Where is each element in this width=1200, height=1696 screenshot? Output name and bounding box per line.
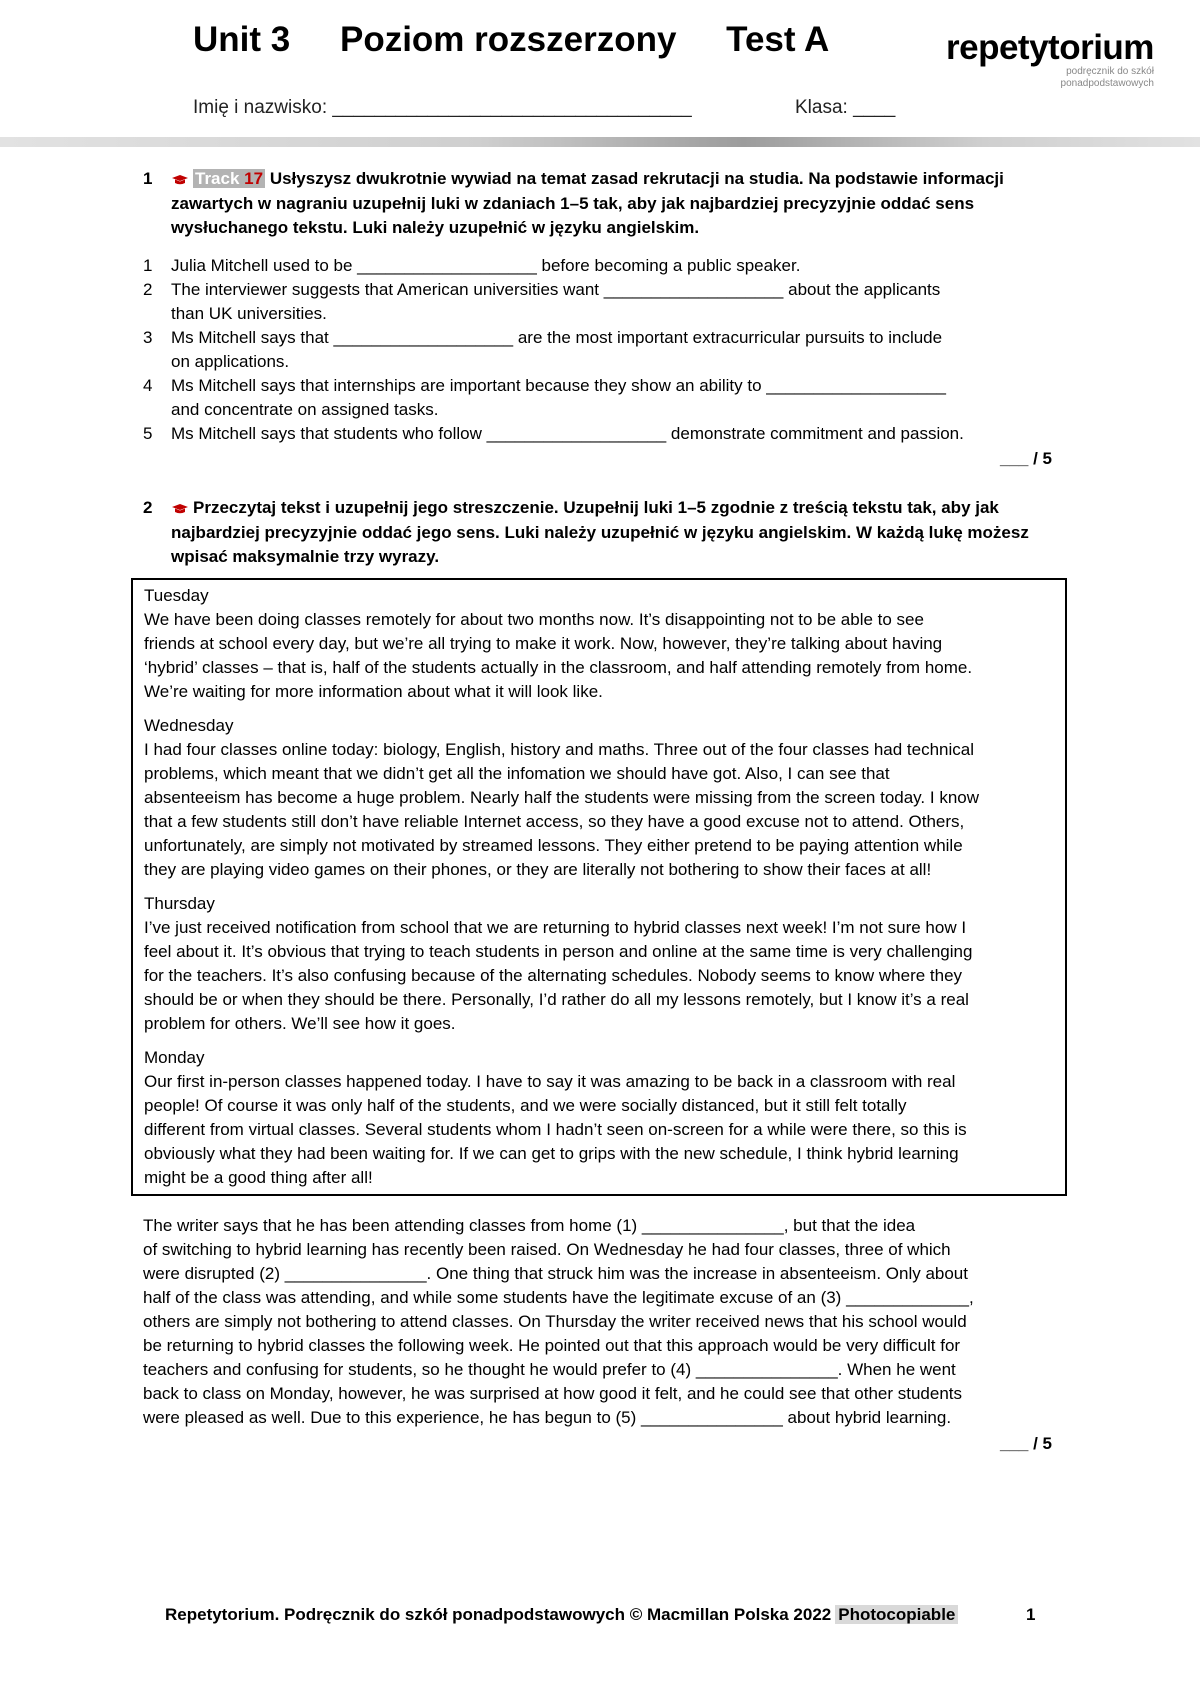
logo-subtitle-2: ponadpodstawowych xyxy=(1060,78,1154,89)
task-number: 1 xyxy=(143,169,153,188)
task-1-instructions xyxy=(143,167,1068,241)
instruction-line xyxy=(171,167,1068,192)
header-divider xyxy=(0,137,1200,147)
diary-entry-wednesday: Wednesday I had four classes online today: biology, English, history and maths. Three out of the four classes had technical problems, which meant that we didn’t get all the infomation we should have got. Also, I can see that absenteeism has become a huge problem. Nearly half the students were missing from the screen today. I know that a few students still don’t have reliable Internet access, so they have a good excuse not to attend. Others, unfortunately, are simply not motivated by streamed lessons. They either pretend to be paying attention while they are playing video games on their phones, or they are literally not bothering to show their faces at all! xyxy=(144,714,1055,882)
logo-wordmark: repetytorium xyxy=(946,28,1154,67)
diary-day-heading: Monday xyxy=(144,1048,205,1067)
page-title xyxy=(193,20,869,60)
graduation-cap-icon xyxy=(171,174,189,186)
list-item: 4 Ms Mitchell says that internships are important because they show an ability to ___________________ and concentrate on assigned tasks. xyxy=(143,376,946,419)
task-1-items xyxy=(143,254,1068,446)
photocopiable-badge: Photocopiable xyxy=(835,1605,958,1624)
footer-copyright: Repetytorium. Podręcznik do szkół ponadpodstawowych © Macmillan Polska 2022 xyxy=(165,1605,832,1624)
task-number: 2 xyxy=(143,498,153,517)
diary-entry-thursday: Thursday I’ve just received notification from school that we are returning to hybrid classes next week! I’m not sure how I feel about it. It’s obvious that trying to teach students in person and online at the same time is very challenging for the teachers. It’s also confusing because of the alternating schedules. Nobody seems to know where they should be or when they should be there. Personally, I’d rather do all my lessons remotely, but I know it’s a real problem for others. We’ll see how it goes. xyxy=(144,892,1055,1036)
repetytorium-logo xyxy=(946,30,1154,90)
graduation-cap-icon xyxy=(171,503,189,515)
test-label: Test A xyxy=(726,20,830,59)
list-item: 1 Julia Mitchell used to be ___________________ before becoming a public speaker. xyxy=(143,256,801,275)
instruction-line: najbardziej precyzyjnie oddać jego sens. Luki należy uzupełnić w języku angielskim. W każdą lukę możesz xyxy=(171,522,1029,542)
diary-entry-monday: Monday Our first in-person classes happened today. I have to say it was amazing to be back in a classroom with real people! Of course it was only half of the students, and we were socially distanced, but it still felt totally different from virtual classes. Several students whom I hadn’t seen on-screen for a while were there, so this is obviously what they had been waiting for. If we can get to grips with the new schedule, I think hybrid learning might be a good thing after all! xyxy=(144,1046,1055,1190)
list-item: 5 Ms Mitchell says that students who follow ___________________ demonstrate commitment and passion. xyxy=(143,424,964,443)
footer xyxy=(165,1605,958,1625)
diary-entry-tuesday: Tuesday We have been doing classes remotely for about two months now. It’s disappointing not to be able to see friends at school every day, but we’re all trying to make it work. Now, however, they’re talking about having ‘hybrid’ classes – that is, half of the students actually in the classroom, and half attending remotely from home. We’re waiting for more information about what it will look like. xyxy=(144,584,1055,704)
diary-day-heading: Tuesday xyxy=(144,586,209,605)
task-2-score: ___ / 5 xyxy=(1000,1434,1052,1453)
list-item: 3 Ms Mitchell says that ___________________ are the most important extracurricular pursuits to include on applications. xyxy=(143,328,943,371)
track-badge: Track 17 xyxy=(195,169,264,188)
name-field-label: Imię i nazwisko: __________________________________ xyxy=(193,97,692,118)
level-label: Poziom rozszerzony xyxy=(339,20,677,59)
instruction-line xyxy=(171,496,1068,521)
task-1-score: ___ / 5 xyxy=(1000,449,1052,468)
unit-label: Unit 3 xyxy=(193,20,291,59)
instruction-text: Usłyszysz dwukrotnie wywiad na temat zasad rekrutacji na studia. Na podstawie informacji xyxy=(269,169,1004,188)
instruction-line: wpisać maksymalnie trzy wyrazy. xyxy=(171,547,440,566)
diary-text-box xyxy=(131,578,1067,1196)
diary-day-heading: Thursday xyxy=(144,894,215,913)
instruction-line: wysłuchanego tekstu. Luki należy uzupełnić w języku angielskim. xyxy=(171,218,700,237)
task-2-instructions xyxy=(143,496,1068,570)
diary-day-heading: Wednesday xyxy=(144,716,234,735)
instruction-line: zawartych w nagraniu uzupełnij luki w zdaniach 1–5 tak, aby jak najbardziej precyzyjnie oddać sens xyxy=(171,193,975,213)
class-field-label: Klasa: ____ xyxy=(795,97,896,118)
list-item: 2 The interviewer suggests that American universities want ___________________ about the applicants than UK universities. xyxy=(143,280,941,323)
page-number: 1 xyxy=(1026,1605,1036,1624)
instruction-text: Przeczytaj tekst i uzupełnij jego streszczenie. Uzupełnij luki 1–5 zgodnie z treścią tekstu tak, aby jak xyxy=(193,498,999,517)
summary-paragraph: The writer says that he has been attending classes from home (1) _______________, but that the idea of switching to hybrid learning has recently been raised. On Wednesday he had four classes, three of which were disrupted (2) _______________. One thing that struck him was the increase in absenteeism. Only about half of the class was attending, and while some students have the legitimate excuse of an (3) _____________, others are simply not bothering to attend classes. On Thursday the writer received news that his school would be returning to hybrid classes the following week. He pointed out that this approach would be very difficult for teachers and confusing for students, so he thought he would prefer to (4) _______________. When he went back to class on Monday, however, he was surprised at how good it felt, and he could see that other students were pleased as well. Due to this experience, he has begun to (5) _______________ about hybrid learning. xyxy=(143,1216,974,1427)
logo-subtitle-1: podręcznik do szkół xyxy=(1066,66,1154,77)
